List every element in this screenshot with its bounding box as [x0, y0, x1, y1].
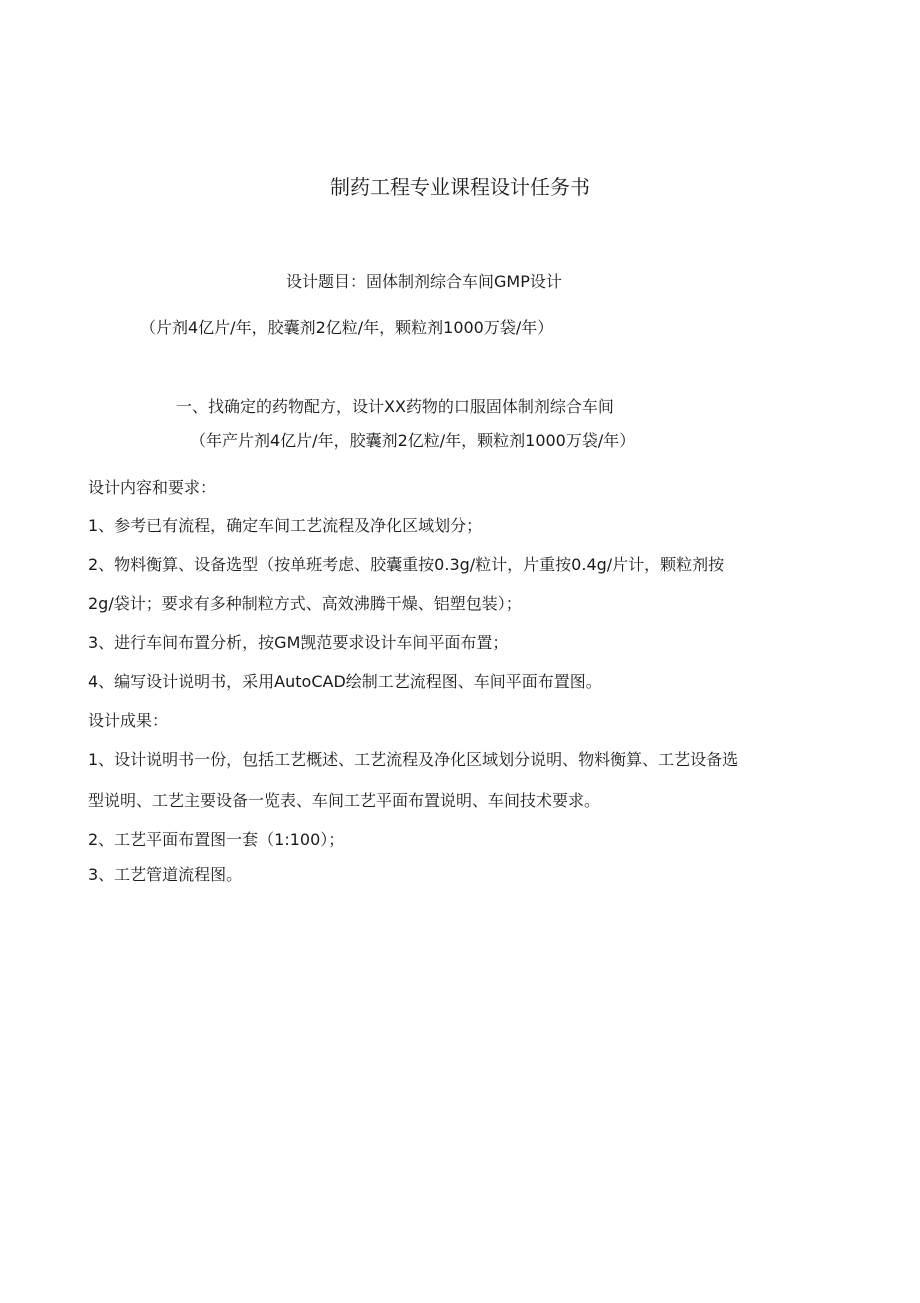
design-topic: 设计题目：固体制剂综合车间GMP设计 — [286, 272, 562, 291]
content-item: 1、参考已有流程，确定车间工艺流程及净化区域划分； — [88, 516, 483, 535]
results-item: 3、工艺管道流程图。 — [88, 865, 243, 884]
content-item: 4、编写设计说明书，采用AutoCAD绘制工艺流程图、车间平面布置图。 — [88, 672, 602, 691]
section-1-heading: 一、找确定的药物配方，设计XX药物的口服固体制剂综合车间 — [176, 397, 614, 416]
section-1-note: （年产片剂4亿片/年，胶囊剂2亿粒/年，颗粒剂1000万袋/年） — [190, 431, 636, 450]
content-item: 3、进行车间布置分析，按GM觊范要求设计车间平面布置； — [88, 633, 509, 652]
results-item: 1、设计说明书一份，包括工艺概述、工艺流程及净化区域划分说明、物料衡算、工艺设备选 — [88, 750, 739, 769]
results-item: 2、工艺平面布置图一套（1:100）； — [88, 830, 345, 849]
content-item: 2、物料衡算、设备选型（按单班考虑、胶囊重按0.3g/粒计，片重按0.4g/片计，颗粒剂按 — [88, 555, 725, 574]
document-title: 制药工程专业课程设计任务书 — [330, 175, 590, 199]
results-heading: 设计成果： — [88, 711, 169, 730]
content-heading: 设计内容和要求： — [88, 478, 217, 497]
results-item: 型说明、工艺主要设备一览表、车间工艺平面布置说明、车间技术要求。 — [88, 791, 601, 810]
content-item: 2g/袋计；要求有多种制粒方式、高效沸腾干燥、铝塑包装）； — [88, 594, 522, 613]
design-topic-note: （片剂4亿片/年，胶囊剂2亿粒/年，颗粒剂1000万袋/年） — [140, 318, 554, 337]
